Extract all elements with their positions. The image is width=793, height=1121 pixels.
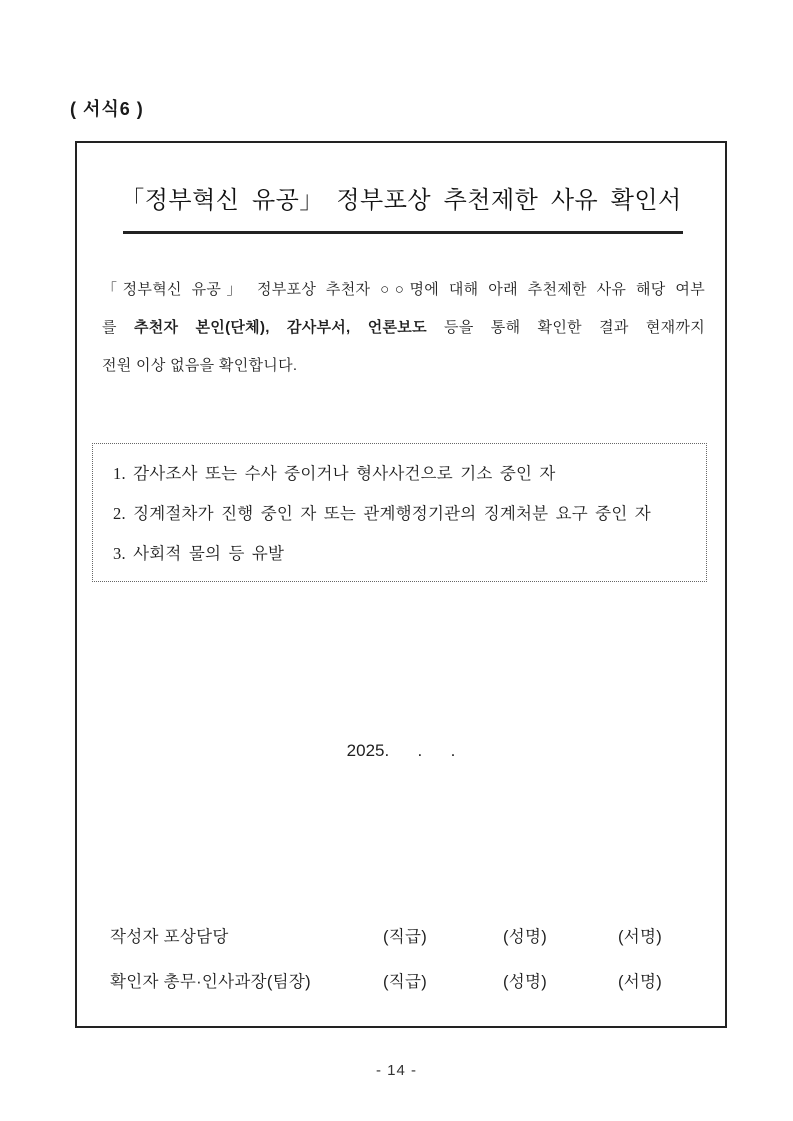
- signature-row-writer: [77, 923, 725, 951]
- signature-rank-field: (직급): [383, 928, 428, 946]
- signature-name-field: (성명): [503, 928, 548, 946]
- signature-rank-field: (직급): [383, 973, 428, 991]
- signature-name-field: (성명): [503, 973, 548, 991]
- signature-row-confirmer: [77, 968, 725, 996]
- signature-role: 확인자 총무·인사과장(팀장): [110, 973, 311, 991]
- restriction-item-3: 3. 사회적 물의 등 유발: [113, 544, 285, 563]
- paragraph-line-3: 전원 이상 없음을 확인합니다.: [102, 357, 298, 374]
- paragraph-line-2-bold: 추천자 본인(단체), 감사부서, 언론보도: [133, 319, 427, 336]
- signature-sign-field: (서명): [618, 973, 663, 991]
- restriction-item-1: 1. 감사조사 또는 수사 중이거나 형사사건으로 기소 중인 자: [113, 464, 556, 483]
- paragraph-line-1: 「정부혁신 유공」 정부포상 추천자 ○○명에 대해 아래 추천제한 사유 해당 여부: [102, 281, 705, 298]
- signature-sign-field: (서명): [618, 928, 663, 946]
- restriction-reasons-box: [92, 443, 707, 582]
- title-underline: [123, 231, 683, 234]
- paragraph-line-2: [102, 309, 705, 347]
- form-border-box: [75, 141, 727, 1028]
- form-title: 「정부혁신 유공」 정부포상 추천제한 사유 확인서: [120, 188, 682, 214]
- signature-role: 작성자 포상담당: [110, 928, 229, 946]
- date-line: 2025. . .: [346, 741, 456, 760]
- confirmation-paragraph: [102, 271, 705, 385]
- form-number-label: ( 서식6 ): [70, 99, 144, 119]
- restriction-item-2: 2. 징계절차가 진행 중인 자 또는 관계행정기관의 징계처분 요구 중인 자: [113, 504, 651, 523]
- page-number: - 14 -: [375, 1062, 417, 1079]
- paragraph-line-2-pre: 를: [102, 319, 134, 336]
- paragraph-line-2-post: 등을 통해 확인한 결과 현재까지: [426, 319, 706, 336]
